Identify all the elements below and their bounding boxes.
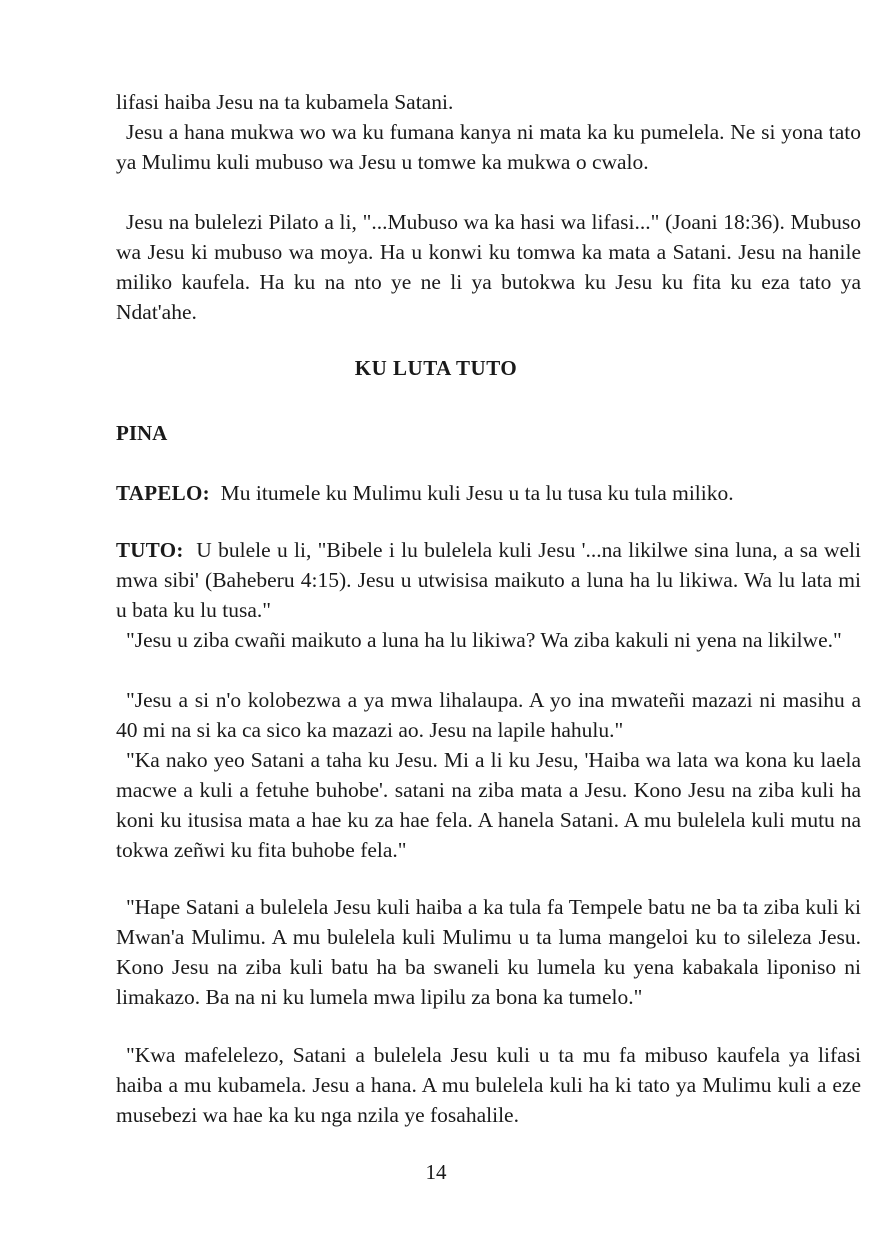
tuto-text: U bulele u li, "Bibele i lu bulelela kuli Jesu '...na likilwe sina luna, a sa weli mwa sibi' (Baheberu 4:15). Jesu u utwisisa maikuto a luna ha lu likiwa. Wa lu lata mi u bata ku lu tusa." <box>116 538 861 622</box>
tuto-paragraph <box>116 535 861 625</box>
tapelo-paragraph <box>116 478 861 508</box>
tapelo-text: Mu itumele ku Mulimu kuli Jesu u ta lu tusa ku tula miliko. <box>220 481 734 505</box>
tuto-paragraph-3: "Jesu a si n'o kolobezwa a ya mwa lihalaupa. A yo ina mwateñi mazazi ni masihu a 40 mi na si ka ca sico ka mazazi ao. Jesu na lapile hahulu." <box>116 688 861 742</box>
intro-paragraph-1: lifasi haiba Jesu na ta kubamela Satani. <box>116 90 454 114</box>
tapelo-label: TAPELO: <box>116 481 210 505</box>
tuto-label: TUTO: <box>116 538 184 562</box>
tuto-paragraph-4: "Ka nako yeo Satani a taha ku Jesu. Mi a li ku Jesu, 'Haiba wa lata wa kona ku laela macwe a kuli a fetuhe buhobe'. satani na ziba mata a Jesu. Kono Jesu na ziba kuli ha koni ku itusisa mata a hae ku za hae fela. A hanela Satani. A mu bulelela kuli mutu na tokwa zeñwi ku fita buhobe fela." <box>116 748 861 862</box>
section-title: KU LUTA TUTO <box>354 356 518 380</box>
tuto-paragraph-6: "Kwa mafelelezo, Satani a bulelela Jesu kuli u ta mu fa mibuso kaufela ya lifasi haiba a mu kubamela. Jesu a hana. A mu bulelela kuli ha ki tato ya Mulimu kuli a eze musebezi wa hae ka ku nga nzila ye fosahalile. <box>116 1043 861 1127</box>
tuto-paragraph-2: "Jesu u ziba cwañi maikuto a luna ha lu likiwa? Wa ziba kakuli ni yena na likilwe." <box>126 628 842 652</box>
page-number: 14 <box>425 1160 447 1184</box>
intro-paragraph-3: Jesu na bulelezi Pilato a li, "...Mubuso wa ka hasi wa lifasi..." (Joani 18:36). Mubuso wa Jesu ki mubuso wa moya. Ha u konwi ku tomwa ka mata a Satani. Jesu na hanile miliko kaufela. Ha ku na nto ye ne li ya butokwa ku Jesu ku fita ku eza tato ya Ndat'ahe. <box>116 210 861 324</box>
intro-paragraph-2: Jesu a hana mukwa wo wa ku fumana kanya ni mata ka ku pumelela. Ne si yona tato ya Mulimu kuli mubuso wa Jesu u tomwe ka mukwa o cwalo. <box>116 120 861 174</box>
subsection-title: PINA <box>116 421 168 445</box>
tuto-paragraph-5: "Hape Satani a bulelela Jesu kuli haiba a ka tula fa Tempele batu ne ba ta ziba kuli ki Mwan'a Mulimu. A mu bulelela kuli Mulimu u ta luma mangeloi ku to sileleza Jesu. Kono Jesu na ziba kuli batu ha ba swaneli ku lumela ku yena kabakala liponiso ni limakazo. Ba na ni ku lumela mwa lipilu za bona ka tumelo." <box>116 895 861 1009</box>
